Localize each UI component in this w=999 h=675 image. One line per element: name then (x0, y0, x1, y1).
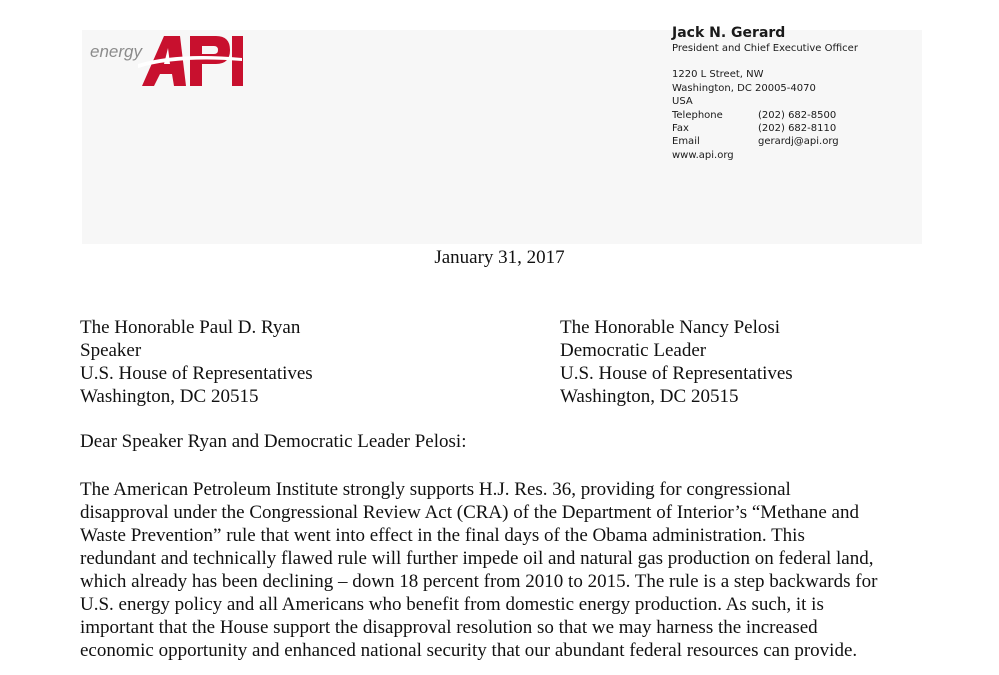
contact-fax (672, 122, 858, 135)
sender-block (672, 24, 858, 162)
recipient-line: The Honorable Nancy Pelosi (560, 317, 781, 338)
sender-title: President and Chief Executive Officer (672, 43, 858, 54)
contact-value: (202) 682-8110 (758, 123, 837, 135)
body-line: important that the House support the disapproval resolution so that we may harness the increased (80, 617, 818, 638)
recipient-line: Washington, DC 20515 (80, 386, 259, 407)
sender-country: USA (672, 96, 693, 108)
sender-street: 1220 L Street, NW (672, 69, 764, 81)
body-line: economic opportunity and enhanced national security that our abundant federal resources can provide. (80, 640, 858, 661)
salutation: Dear Speaker Ryan and Democratic Leader Pelosi: (80, 431, 467, 452)
sender-city: Washington, DC 20005-4070 (672, 82, 816, 94)
sender-website[interactable]: www.api.org (672, 149, 734, 161)
body-line: U.S. energy policy and all Americans who benefit from domestic energy production. As such, it is (80, 594, 824, 615)
contact-value[interactable]: gerardj@api.org (758, 136, 839, 148)
letter-date: January 31, 2017 (434, 247, 565, 268)
logo-tagline: energy (90, 42, 142, 61)
recipient-address-ryan (80, 316, 313, 408)
api-wordmark-icon (138, 34, 243, 88)
sender-name: Jack N. Gerard (672, 25, 786, 41)
body-line: which already has been declining – down 18 percent from 2010 to 2015. The rule is a step backwards for (80, 571, 878, 592)
contact-label: Telephone (672, 109, 723, 121)
contact-label: Fax (672, 123, 689, 135)
contact-email (672, 135, 858, 148)
recipient-line: The Honorable Paul D. Ryan (80, 317, 301, 338)
contact-label: Email (672, 136, 700, 148)
recipient-line: Speaker (80, 340, 142, 361)
recipient-line: U.S. House of Representatives (80, 363, 313, 384)
body-line: The American Petroleum Institute strongly supports H.J. Res. 36, providing for congressional (80, 479, 791, 500)
body-line: redundant and technically flawed rule will further impede oil and natural gas production on federal land, (80, 548, 874, 569)
body-line: disapproval under the Congressional Review Act (CRA) of the Department of Interior’s “Methane and (80, 502, 859, 523)
body-line: Waste Prevention” rule that went into effect in the final days of the Obama administration. This (80, 525, 805, 546)
recipient-line: Washington, DC 20515 (560, 386, 739, 407)
recipient-line: U.S. House of Representatives (560, 363, 793, 384)
api-logo (90, 34, 245, 90)
contact-telephone (672, 109, 858, 122)
contact-value: (202) 682-8500 (758, 109, 837, 121)
recipient-line: Democratic Leader (560, 340, 707, 361)
letter-body-paragraph (80, 478, 940, 662)
recipient-address-pelosi (560, 316, 793, 408)
